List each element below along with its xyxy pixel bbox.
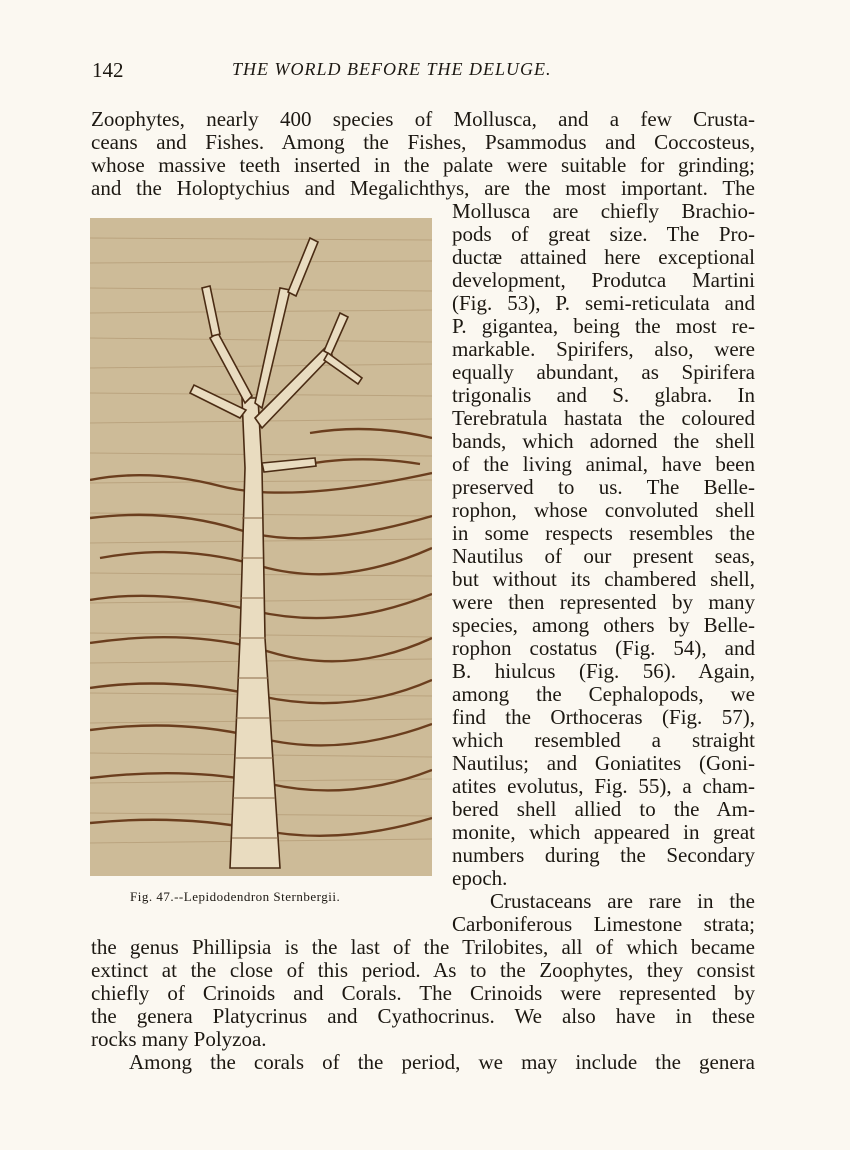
- figure-caption: Fig. 47.--Lepidodendron Sternbergii.: [130, 889, 341, 904]
- page-number: 142: [92, 58, 124, 82]
- text-line: Carboniferous Limestone strata;: [452, 912, 755, 936]
- text-line: Among the corals of the period, we may include the genera: [129, 1050, 755, 1074]
- text-line: bands, which adorned the shell: [452, 429, 755, 453]
- text-line: Nautilus of our present seas,: [452, 544, 755, 568]
- text-line: markable. Spirifers, also, were: [452, 337, 755, 361]
- running-title: THE WORLD BEFORE THE DELUGE.: [232, 59, 552, 79]
- lepidodendron-engraving: [90, 218, 432, 876]
- text-line: epoch.: [452, 866, 508, 890]
- text-line: which resembled a straight: [452, 728, 755, 752]
- text-line: rophon, whose convoluted shell: [452, 498, 755, 522]
- text-line: ductæ attained here exceptional: [452, 245, 755, 269]
- text-line: ceans and Fishes. Among the Fishes, Psammodus and Coccosteus,: [91, 130, 755, 154]
- text-line: B. hiulcus (Fig. 56). Again,: [452, 659, 755, 683]
- text-line: of the living animal, have been: [452, 452, 755, 476]
- text-line: were then represented by many: [452, 590, 755, 614]
- text-line: atites evolutus, Fig. 55), a cham-: [452, 774, 755, 798]
- text-line: Zoophytes, nearly 400 species of Mollusca, and a few Crusta-: [91, 107, 755, 131]
- text-line: among the Cephalopods, we: [452, 682, 755, 706]
- text-line: and the Holoptychius and Megalichthys, are the most important. The: [91, 176, 755, 200]
- text-line: Nautilus; and Goniatites (Goni-: [452, 751, 755, 775]
- text-line: but without its chambered shell,: [452, 567, 755, 591]
- text-line: rocks many Polyzoa.: [91, 1027, 267, 1051]
- text-line: Mollusca are chiefly Brachio-: [452, 199, 755, 223]
- text-line: find the Orthoceras (Fig. 57),: [452, 705, 755, 729]
- text-line: whose massive teeth inserted in the palate were suitable for grinding;: [91, 153, 755, 177]
- text-line: Crustaceans are rare in the: [490, 889, 755, 913]
- text-line: equally abundant, as Spirifera: [452, 360, 755, 384]
- text-line: development, Produtca Martini: [452, 268, 755, 292]
- text-line: trigonalis and S. glabra. In: [452, 383, 755, 407]
- text-line: numbers during the Secondary: [452, 843, 755, 867]
- text-line: extinct at the close of this period. As to the Zoophytes, they consist: [91, 958, 755, 982]
- text-line: the genera Platycrinus and Cyathocrinus. We also have in these: [91, 1004, 755, 1028]
- text-line: Terebratula hastata the coloured: [452, 406, 755, 430]
- text-line: monite, which appeared in great: [452, 820, 755, 844]
- text-line: chiefly of Crinoids and Corals. The Crinoids were represented by: [91, 981, 755, 1005]
- text-line: in some respects resembles the: [452, 521, 755, 545]
- text-line: pods of great size. The Pro-: [452, 222, 755, 246]
- page-header: [92, 58, 752, 88]
- text-line: bered shell allied to the Am-: [452, 797, 755, 821]
- text-line: rophon costatus (Fig. 54), and: [452, 636, 755, 660]
- text-line: (Fig. 53), P. semi-reticulata and: [452, 291, 755, 315]
- text-line: P. gigantea, being the most re-: [452, 314, 755, 338]
- text-line: preserved to us. The Belle-: [452, 475, 755, 499]
- text-line: species, among others by Belle-: [452, 613, 755, 637]
- figure-lepidodendron: [90, 218, 432, 876]
- text-line: the genus Phillipsia is the last of the Trilobites, all of which became: [91, 935, 755, 959]
